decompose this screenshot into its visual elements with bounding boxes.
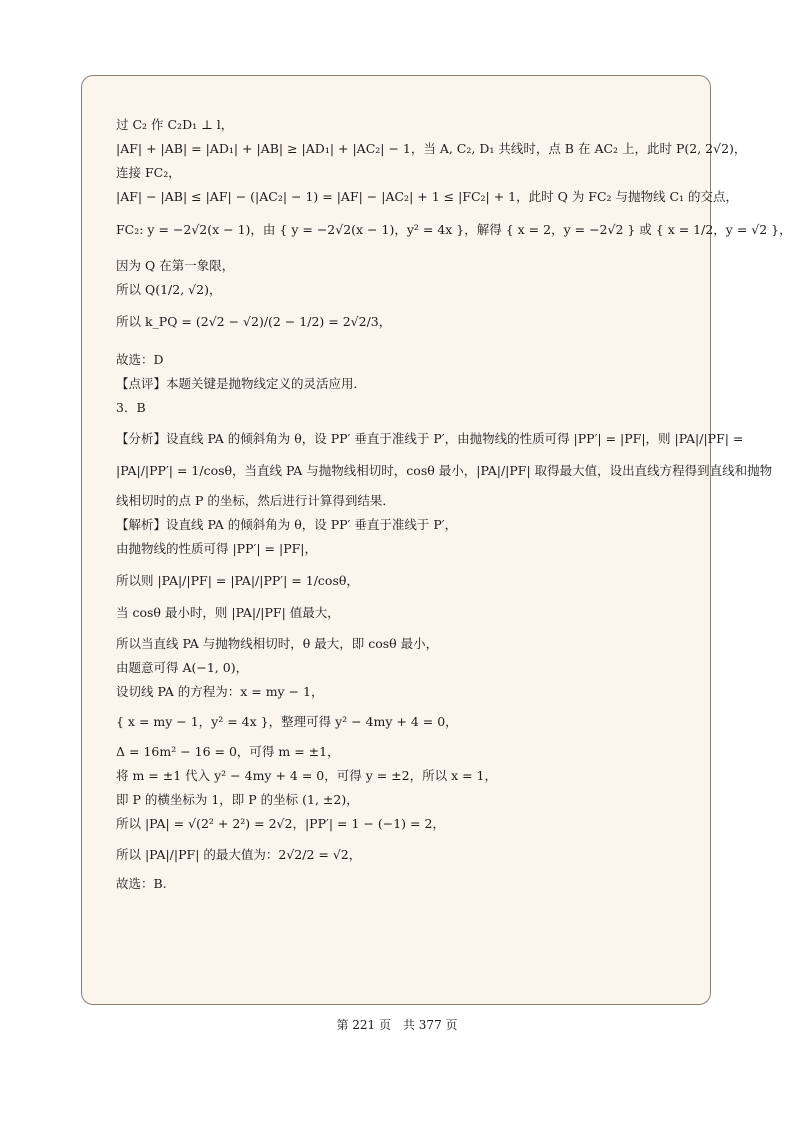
text-line: 设切线 PA 的方程为：x = my − 1， [116, 684, 324, 699]
text-line: 线相切时的点 P 的坐标，然后进行计算得到结果． [116, 493, 395, 508]
text-line: 故选：D [116, 352, 164, 367]
text-line: 所以 |PA|/|PF| 的最大值为：2√2/2 = √2， [116, 847, 362, 862]
text-line: 所以 |PA| = √(2² + 2²) = 2√2，|PP′| = 1 − (−1) = 2， [116, 816, 445, 831]
text-line: Δ = 16m² − 16 = 0，可得 m = ±1， [116, 744, 340, 759]
text-line: 过 C₂ 作 C₂D₁ ⊥ l， [116, 117, 234, 132]
text-line: 当 cosθ 最小时，则 |PA|/|PF| 值最大， [116, 605, 340, 620]
text-line: 即 P 的横坐标为 1，即 P 的坐标 (1, ±2)， [116, 792, 359, 807]
text-line: 所以则 |PA|/|PF| = |PA|/|PP′| = 1/cosθ， [116, 573, 359, 588]
page-footer: 第 221 页 共 377 页 [336, 1018, 458, 1032]
text-line: 【解析】设直线 PA 的倾斜角为 θ，设 PP′ 垂直于准线于 P′， [116, 517, 458, 532]
text-line: 【分析】设直线 PA 的倾斜角为 θ，设 PP′ 垂直于准线于 P′，由抛物线的性质可得 |PP′| = |PF|，则 |PA|/|PF| = [116, 431, 744, 446]
text-line: 所以当直线 PA 与抛物线相切时，θ 最大，即 cosθ 最小， [116, 636, 439, 651]
text-line: 由题意可得 A(−1, 0)， [116, 660, 249, 675]
text-line: { x = my − 1，y² = 4x }，整理可得 y² − 4my + 4 = 0， [116, 714, 458, 729]
text-line: FC₂: y = −2√2(x − 1)，由 { y = −2√2(x − 1)，y² = 4x }，解得 { x = 2，y = −2√2 } 或 { x = 1/2，y = √2 }， [116, 222, 792, 237]
content-card [81, 75, 711, 1005]
text-line: 因为 Q 在第一象限， [116, 258, 235, 273]
text-line: |AF| + |AB| = |AD₁| + |AB| ≥ |AD₁| + |AC₂| − 1，当 A, C₂, D₁ 共线时，点 B 在 AC₂ 上，此时 P(2, 2√2)， [116, 141, 747, 156]
text-line: 3．B [116, 400, 146, 415]
text-line: |AF| − |AB| ≤ |AF| − (|AC₂| − 1) = |AF| − |AC₂| + 1 ≤ |FC₂| + 1，此时 Q 为 FC₂ 与抛物线 C₁ 的交点， [116, 189, 739, 204]
text-line: 故选：B. [116, 876, 167, 891]
text-line: 将 m = ±1 代入 y² − 4my + 4 = 0，可得 y = ±2，所以 x = 1， [116, 768, 498, 783]
text-line: 连接 FC₂， [116, 165, 181, 180]
text-line: 所以 k_PQ = (2√2 − √2)/(2 − 1/2) = 2√2/3， [116, 314, 392, 329]
text-line: 由抛物线的性质可得 |PP′| = |PF|， [116, 541, 317, 556]
text-line: 所以 Q(1/2, √2)， [116, 282, 222, 297]
text-line: |PA|/|PP′| = 1/cosθ，当直线 PA 与抛物线相切时，cosθ 最小，|PA|/|PF| 取得最大值，设出直线方程得到直线和抛物 [116, 463, 773, 478]
text-line: 【点评】本题关键是抛物线定义的灵活应用． [116, 376, 367, 391]
